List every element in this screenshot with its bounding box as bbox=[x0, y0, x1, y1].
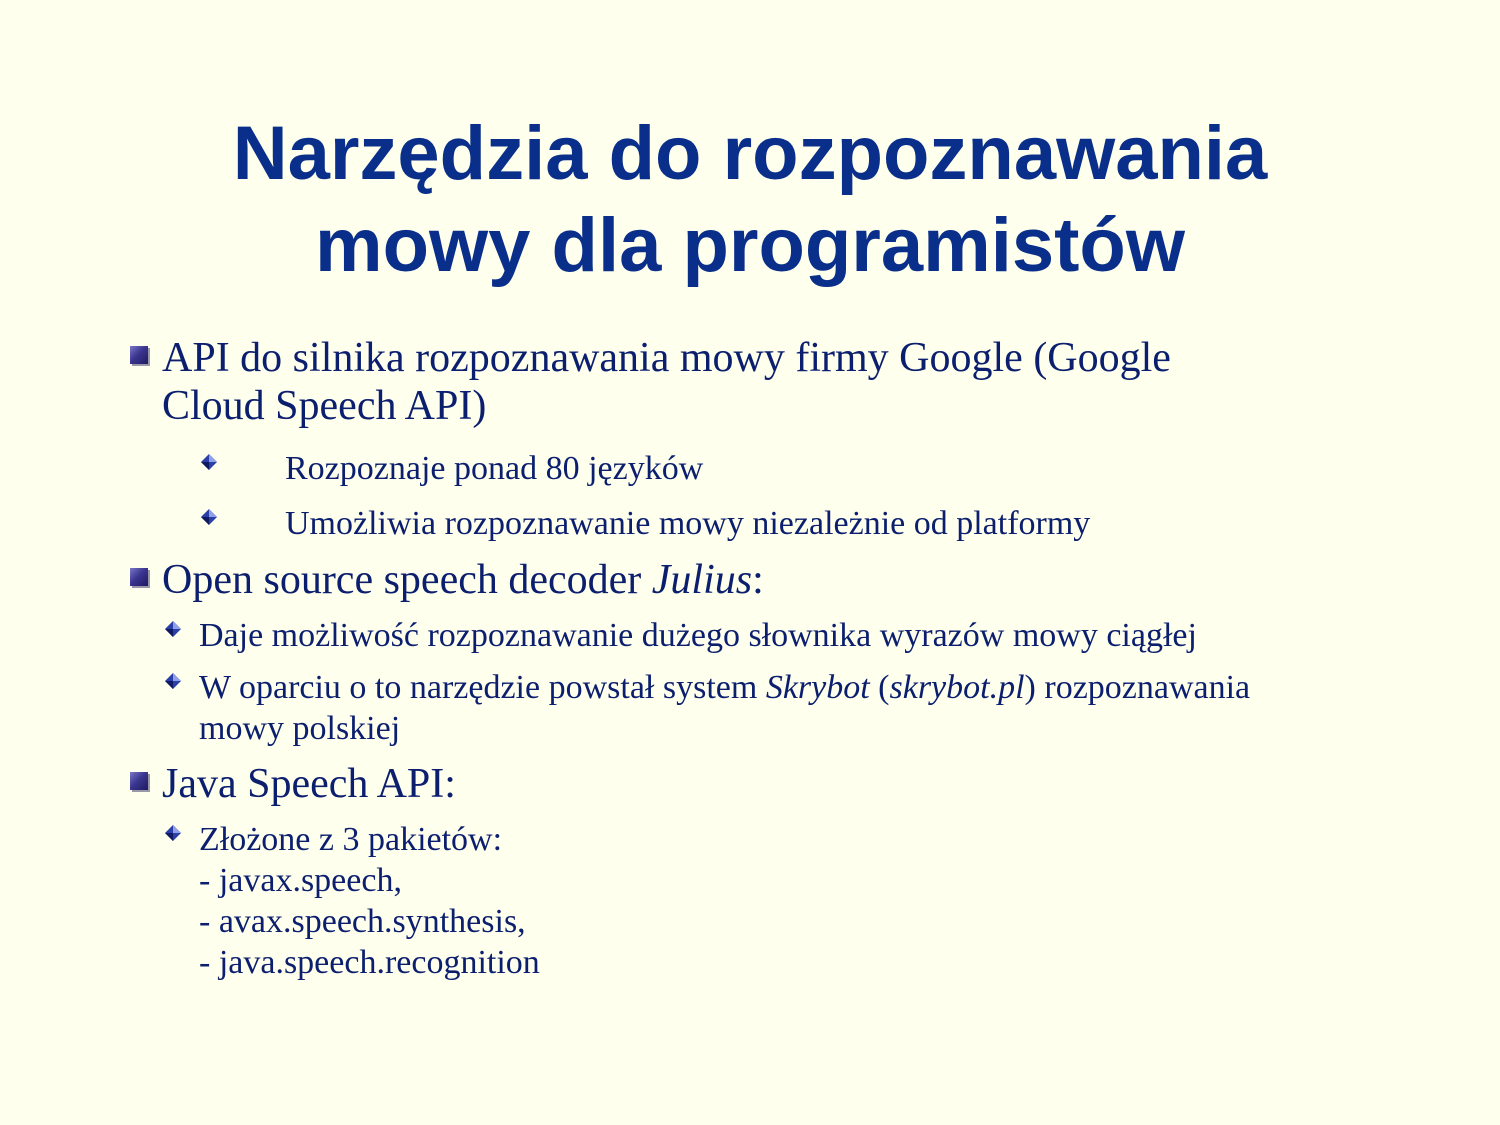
sub-item-languages bbox=[285, 448, 1485, 489]
title-line-1: Narzędzia do rozpoznawania bbox=[232, 111, 1268, 196]
text-part: W oparciu o to narzędzie powstał system bbox=[199, 669, 766, 706]
slide-title bbox=[0, 108, 1500, 292]
sub-item-vocabulary bbox=[199, 615, 1399, 656]
title-line-2: mowy dla programistów bbox=[315, 203, 1185, 288]
bullet-item-java-speech-api bbox=[162, 760, 1362, 808]
diamond-bullet-icon bbox=[165, 825, 181, 841]
package-line: - avax.speech.synthesis, bbox=[199, 903, 526, 940]
text-part: ) rozpoznawania bbox=[1024, 669, 1251, 706]
text-italic-skrybot: Skrybot bbox=[765, 669, 870, 706]
diamond-bullet-icon bbox=[165, 621, 181, 637]
sub-item-text-line-1 bbox=[199, 667, 1399, 708]
bullet-item-google-api bbox=[162, 334, 1362, 430]
bullet-text-suffix: : bbox=[752, 557, 764, 603]
square-bullet-icon bbox=[130, 346, 148, 364]
diamond-bullet-icon bbox=[165, 673, 181, 689]
text-part: ( bbox=[869, 669, 890, 706]
sub-item-platform bbox=[285, 503, 1485, 544]
square-bullet-icon bbox=[130, 772, 148, 790]
diamond-bullet-icon bbox=[201, 509, 217, 525]
bullet-text: Open source speech decoder bbox=[162, 557, 652, 603]
bullet-text: Java Speech API: bbox=[162, 761, 456, 807]
package-line-heading: Złożone z 3 pakietów: bbox=[199, 821, 503, 858]
sub-item-text: Daje możliwość rozpoznawanie dużego słownika wyrazów mowy ciągłej bbox=[199, 617, 1197, 654]
diamond-bullet-icon bbox=[201, 454, 217, 470]
bullet-text-line-2: Cloud Speech API) bbox=[162, 383, 487, 429]
sub-item-text-line-2: mowy polskiej bbox=[199, 710, 401, 747]
sub-item-skrybot bbox=[199, 667, 1399, 749]
bullet-text-line bbox=[162, 556, 1362, 604]
sub-item-text: Rozpoznaje ponad 80 języków bbox=[285, 450, 704, 487]
sub-item-text: Umożliwia rozpoznawanie mowy niezależnie od platformy bbox=[285, 505, 1091, 542]
package-line: - javax.speech, bbox=[199, 862, 402, 899]
package-line: - java.speech.recognition bbox=[199, 944, 540, 981]
bullet-text-italic: Julius bbox=[651, 557, 753, 603]
square-bullet-icon bbox=[130, 568, 148, 586]
sub-item-packages bbox=[199, 819, 1399, 983]
bullet-item-julius bbox=[162, 556, 1362, 604]
text-italic-link: skrybot.pl bbox=[889, 669, 1025, 706]
bullet-text-line-1: API do silnika rozpoznawania mowy firmy Google (Google bbox=[162, 335, 1171, 381]
